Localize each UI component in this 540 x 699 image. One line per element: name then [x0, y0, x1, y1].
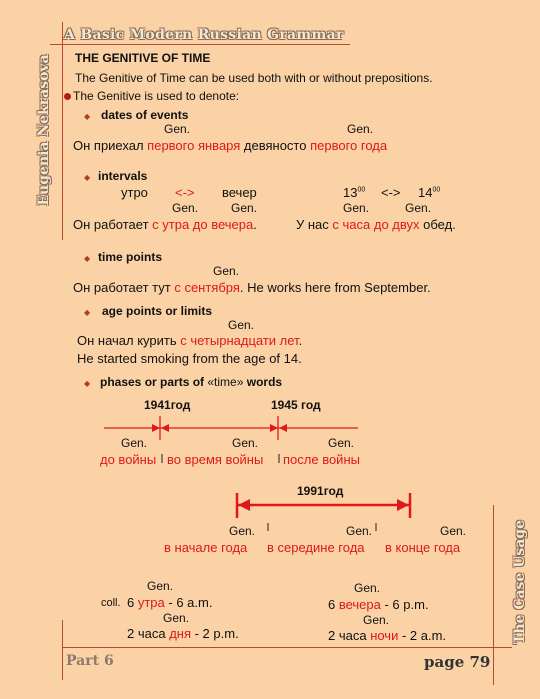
age-english: He started smoking from the age of 14. [77, 351, 302, 366]
label-part: phases or parts of [100, 375, 208, 389]
gen-label: Gen. [440, 524, 467, 538]
sentence-part: . He works here from September. [239, 280, 431, 295]
diamond-bullet-icon: ◆ [84, 379, 91, 388]
arrowhead-icon [161, 424, 169, 432]
word-utro: утро [121, 185, 148, 200]
sentence-part: Он приехал [73, 138, 148, 153]
after-war: после войны [283, 452, 360, 467]
morning-time [127, 595, 212, 610]
sentence-part: У нас [296, 217, 333, 232]
arrowhead-icon [238, 499, 250, 511]
sentence-highlight: первого января [147, 138, 241, 153]
dates-label: dates of events [101, 108, 189, 122]
sentence-highlight: с четырнадцати лет [180, 333, 299, 348]
intervals-label: intervals [98, 169, 148, 183]
arrowhead-icon [279, 424, 287, 432]
gen-label: Gen. [347, 122, 374, 136]
time-highlight: дня [169, 626, 191, 641]
time-highlight: утра [137, 595, 165, 610]
time-points-label: time points [98, 250, 163, 264]
gen-label: Gen. [232, 436, 259, 450]
arrowhead-icon [270, 424, 278, 432]
arrowhead-icon [152, 424, 160, 432]
gen-label: Gen. [354, 581, 381, 595]
age-label: age points or limits [102, 304, 213, 318]
diamond-bullet-icon: ◆ [84, 308, 91, 317]
coll-label: coll. [101, 597, 121, 609]
section-title: The Case Usage [512, 519, 528, 645]
sentence-part: обед. [419, 217, 456, 232]
day-time [127, 626, 239, 641]
arrow-both-icon: <-> [381, 185, 401, 200]
sentence-part: девяносто [240, 138, 311, 153]
before-war: до войны [100, 452, 157, 467]
gen-label: Gen. [172, 201, 199, 215]
sentence-highlight: с часа до двух [332, 217, 420, 232]
gen-label: Gen. [229, 524, 256, 538]
year-beginning: в начале года [164, 540, 248, 555]
gen-label: Gen. [363, 613, 390, 627]
sentence-part: Он начал курить [77, 333, 181, 348]
part-label: Part 6 [66, 653, 114, 669]
denote-text: The Genitive is used to denote: [73, 89, 240, 103]
sentence-part: . [253, 217, 257, 232]
gen-label: Gen. [213, 264, 240, 278]
gen-label: Gen. [163, 611, 190, 625]
hour-value: 13 [343, 185, 358, 200]
author-name: Eugenia Nekrasova [36, 54, 52, 206]
gen-label: Gen. [343, 201, 370, 215]
year-end: в конце года [385, 540, 461, 555]
book-title: A Basic Modern Russian Grammar [64, 27, 344, 43]
year-1941: 1941год [144, 398, 191, 412]
year-middle: в середине года [267, 540, 365, 555]
word-vecher: вечер [222, 185, 257, 200]
sentence-part: Он работает тут [73, 280, 175, 295]
page-number: page 79 [424, 653, 491, 671]
gen-label: Gen. [346, 524, 373, 538]
intro-text: The Genitive of Time can be used both with or without prepositions. [75, 71, 433, 85]
page-heading: THE GENITIVE OF TIME [75, 51, 211, 65]
sentence-highlight: с сентября [174, 280, 240, 295]
time-highlight: вечера [338, 597, 381, 612]
sentence-part: . [298, 333, 303, 348]
minutes-sup: 00 [432, 186, 441, 194]
time-part: 6 [127, 595, 138, 610]
minutes-sup: 00 [357, 186, 366, 194]
time-part: 2 часа [328, 628, 371, 643]
time-part: 6 [328, 597, 339, 612]
sentence-highlight: с утра до вечера [152, 217, 254, 232]
time-part: - 6 a.m. [164, 595, 213, 610]
label-part: words [243, 375, 283, 389]
time-part: - 6 p.m. [380, 597, 429, 612]
gen-label: Gen. [121, 436, 148, 450]
gen-label: Gen. [164, 122, 191, 136]
sentence-highlight: первого года [310, 138, 388, 153]
gen-label: Gen. [147, 579, 174, 593]
time-highlight: ночи [370, 628, 399, 643]
evening-time [328, 597, 429, 612]
time-part: 2 часа [127, 626, 170, 641]
hour-value: 14 [418, 185, 433, 200]
year-1991: 1991год [297, 484, 344, 498]
gen-label: Gen. [328, 436, 355, 450]
year-1945: 1945 год [271, 398, 321, 412]
arrowhead-icon [397, 499, 409, 511]
diamond-bullet-icon: ◆ [84, 254, 91, 263]
gen-label: Gen. [228, 318, 255, 332]
sentence-part: Он работает [73, 217, 153, 232]
night-time [328, 628, 446, 643]
label-part: «time» [207, 375, 244, 389]
arrow-both-icon: <-> [175, 185, 195, 200]
gen-label: Gen. [231, 201, 258, 215]
gen-label: Gen. [405, 201, 432, 215]
during-war: во время войны [167, 452, 264, 467]
time-part: - 2 a.m. [398, 628, 447, 643]
time-part: - 2 p.m. [191, 626, 239, 641]
diamond-bullet-icon: ◆ [84, 173, 91, 182]
diamond-bullet-icon: ◆ [84, 112, 91, 121]
